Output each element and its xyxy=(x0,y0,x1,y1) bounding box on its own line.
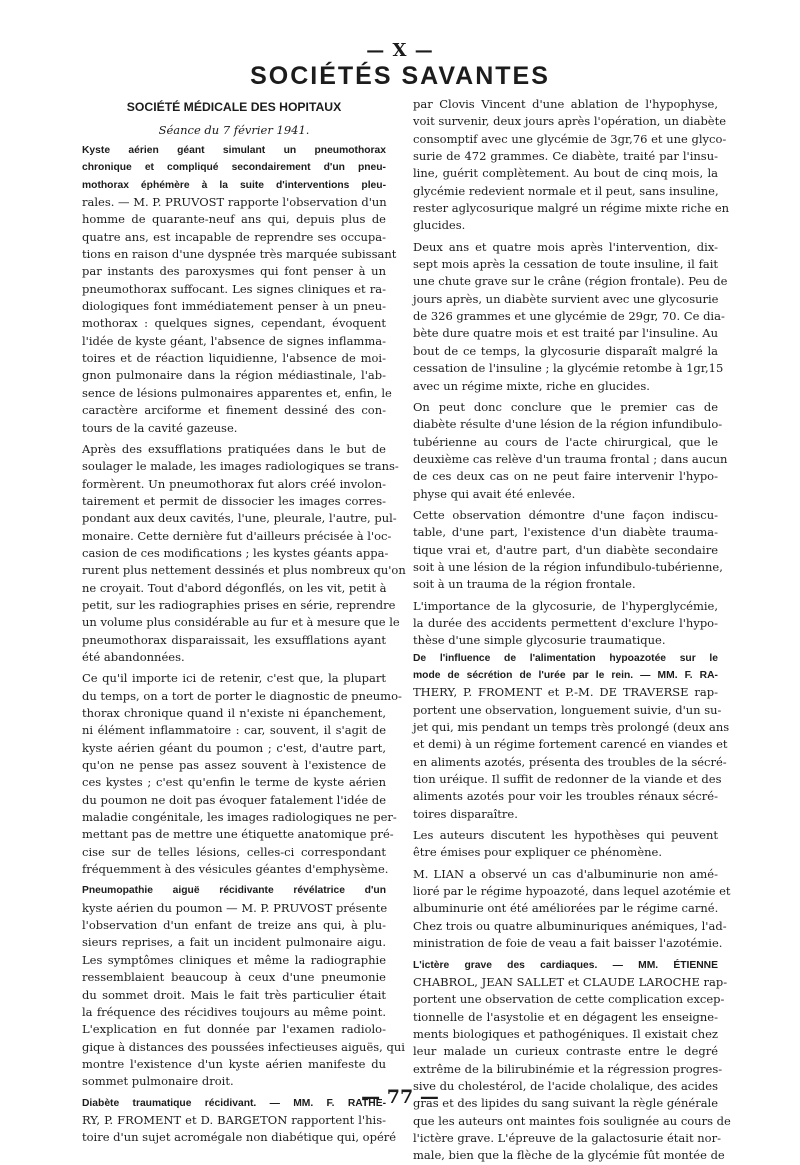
text-line: pondant aux deux cavités, l'une, pleurale, l'autre, pul- xyxy=(82,511,397,526)
text-line: du sommet droit. Mais le fait très particulier était xyxy=(82,987,386,1002)
right-column xyxy=(413,96,731,1165)
text-line: ministration de foie de veau a fait baisser l'azotémie. xyxy=(413,936,723,951)
text-line: fréquemment à des vésicules géantes d'emphysème. xyxy=(82,862,389,877)
text-line: soit à une lésion de la région infundibulo-tubérienne, xyxy=(413,559,723,574)
page-title: SOCIÉTÉS SAVANTES xyxy=(250,62,550,90)
text-line: casion de ces modifications ; les kystes géants appa- xyxy=(82,545,389,560)
text-line: la fréquence des récidives toujours au même point. xyxy=(82,1004,386,1019)
text-line: tours de la cavité gazeuse. xyxy=(82,420,238,435)
text-line: maladie congénitale, les images radiologiques ne per- xyxy=(82,810,397,825)
text-line: l'observation d'un enfant de treize ans qui, à plu- xyxy=(82,918,386,933)
text-line: gique à distances des poussées infectieuses aiguës, qui xyxy=(82,1039,405,1054)
text-line: jours après, un diabète survient avec une glycosurie xyxy=(413,291,719,306)
text-line: l'ictère grave. L'épreuve de la galactosurie était nor- xyxy=(413,1130,721,1145)
text-line: thèse d'une simple glycosurie traumatique. xyxy=(413,633,666,648)
text-line: montre l'existence d'un kyste aérien manifeste du xyxy=(82,1056,386,1071)
text-line: tionnelle de l'asystolie et en dégagent les enseigne- xyxy=(413,1009,718,1024)
text-line: kyste aérien du poumon — M. P. PRUVOST présente xyxy=(82,900,388,915)
text-line: portent une observation, longuement suivie, d'un su- xyxy=(413,702,722,717)
text-line: en aliments azotés, présenta des troubles de la sécré- xyxy=(413,754,727,769)
text-line: sieurs reprises, a fait un incident pulmonaire aigu. xyxy=(82,935,386,950)
text-line: Les auteurs discutent les hypothèses qui peuvent xyxy=(413,828,718,843)
text-line: toires disparaître. xyxy=(413,806,518,821)
text-line: tairement et permit de dissocier les images corres- xyxy=(82,493,386,508)
text-line: tubérienne au cours de l'acte chirurgical, que le xyxy=(413,434,718,449)
text-line: la durée des accidents permettent d'exclure l'hypo- xyxy=(413,615,718,630)
text-line: Chez trois ou quatre albuminuriques anémiques, l'ad- xyxy=(413,918,727,933)
text-line: tions en raison d'une dyspnée très marquée subissant xyxy=(82,247,397,262)
text-line: être émises pour expliquer ce phénomène. xyxy=(413,845,663,860)
text-line: rurent plus nettement dessinés et plus nombreux qu'on xyxy=(82,563,406,578)
text-line: rales. — M. P. PRUVOST rapporte l'observation d'un xyxy=(82,195,387,210)
text-line: par Clovis Vincent d'une ablation de l'hypophyse, xyxy=(413,97,718,111)
text-line: voit survenir, deux jours après l'opération, un diabète xyxy=(413,114,727,129)
text-line: de 326 grammes et une glycémie de 29gr, 70. Ce dia- xyxy=(413,309,725,324)
text-line: du temps, on a tort de porter le diagnostic de pneumo- xyxy=(82,688,402,703)
text-line: mothorax : quelques signes, cependant, évoquent xyxy=(82,316,386,331)
text-line: table, d'une part, l'existence d'un diabète trauma- xyxy=(413,525,718,540)
text-line: M. LIAN a observé un cas d'albuminurie non amé- xyxy=(413,866,718,881)
text-line: monaire. Cette dernière fut d'ailleurs précisée à l'oc- xyxy=(82,528,392,543)
text-line: diabète résulte d'une lésion de la région infundibulo- xyxy=(413,417,723,432)
text-line: consomptif avec une glycémie de 3gr,76 et une glyco- xyxy=(413,131,727,146)
text-line: pneumothorax disparaissait, les exsufflations ayant xyxy=(82,632,386,647)
text-line: RY, P. FROMENT et D. BARGETON rapportent l'his- xyxy=(82,1112,386,1127)
text-line: lioré par le régime hypoazoté, dans lequel azotémie et xyxy=(413,884,731,899)
text-line: THERY, P. FROMENT et P.-M. DE TRAVERSE rap- xyxy=(413,685,718,700)
text-line: albuminurie ont été améliorées par le régime carné. xyxy=(413,901,719,916)
text-line: sive du cholestérol, de l'acide cholalique, des acides xyxy=(413,1078,718,1093)
text-line: gnon pulmonaire dans la région médiastinale, l'ab- xyxy=(82,368,386,383)
text-line: petit, sur les radiographies prises en série, reprendre xyxy=(82,597,396,612)
text-line: qu'on ne pense pas assez souvent à l'existence de xyxy=(82,758,386,773)
text-line: cessation de l'insuline ; la glycémie retombe à 1gr,15 xyxy=(413,361,724,376)
text-line: Deux ans et quatre mois après l'intervention, dix- xyxy=(413,239,718,254)
text-line: mettant pas de mettre une étiquette anatomique pré- xyxy=(82,827,394,842)
section-heading: SOCIÉTÉ MÉDICALE DES HOPITAUX xyxy=(126,100,342,114)
text-line: Après des exsufflations pratiquées dans le but de xyxy=(82,441,386,456)
text-line: ces kystes ; c'est qu'enfin le terme de kyste aérien xyxy=(82,775,386,790)
text-line: glucides. xyxy=(413,218,466,233)
text-line: que les auteurs ont maintes fois soulignée au cours de xyxy=(413,1113,731,1128)
text-line: diologiques font immédiatement penser à un pneu- xyxy=(82,299,386,314)
text-line: Les symptômes cliniques et même la radiographie xyxy=(82,952,386,967)
text-line: mode de sécrétion de l'urée par le rein. — MM. F. RA- xyxy=(413,670,718,681)
session-date: Séance du 7 février 1941. xyxy=(158,123,310,137)
text-line: avec un régime mixte, riche en glucides. xyxy=(413,378,650,393)
text-line: Diabète traumatique récidivant. — MM. F. RATHE- xyxy=(82,1097,386,1109)
text-line: Ce qu'il importe ici de retenir, c'est que, la plupart xyxy=(82,671,386,686)
text-line: deuxième cas relève d'un trauma frontal ; dans aucun xyxy=(413,451,728,466)
text-line: un volume plus considérable au fur et à mesure que le xyxy=(82,615,400,630)
text-line: L'ictère grave des cardiaques. — MM. ÉTIENNE xyxy=(413,959,718,971)
text-line: sept mois après la cessation de toute insuline, il fait xyxy=(413,257,718,272)
text-line: tique vrai et, d'autre part, d'un diabète secondaire xyxy=(413,542,718,557)
page-number: — 77 — xyxy=(361,1086,439,1108)
text-line: de ces deux cas on ne peut faire intervenir l'hypo- xyxy=(413,469,718,484)
text-line: extrême de la bilirubinémie et la régression progres- xyxy=(413,1061,723,1076)
text-line: portent une observation de cette complication excep- xyxy=(413,992,725,1007)
text-line: Pneumopathie aiguë récidivante révélatrice d'un xyxy=(82,885,386,897)
text-line: et demi) à un régime fortement carencé en viandes et xyxy=(413,737,728,752)
text-line: du poumon ne doit pas évoquer fatalement l'idée de xyxy=(82,792,386,807)
text-line: On peut donc conclure que le premier cas de xyxy=(413,399,718,414)
text-line: L'importance de la glycosurie, de l'hyperglycémie, xyxy=(413,598,718,613)
text-line: jet qui, mis pendant un temps très prolongé (deux ans xyxy=(413,720,730,735)
text-line: line, guérit complètement. Au bout de cinq mois, la xyxy=(413,166,718,181)
text-line: formèrent. Un pneumothorax fut alors créé involon- xyxy=(82,476,386,491)
right-column-text xyxy=(413,96,731,1165)
text-line: soulager le malade, les images radiologiques se trans- xyxy=(82,459,399,474)
text-line: rester aglycosurique malgré un régime mixte riche en xyxy=(413,201,730,216)
text-line: Cette observation démontre d'une façon indiscu- xyxy=(413,507,718,522)
text-line: CHABROL, JEAN SALLET et CLAUDE LAROCHE rap- xyxy=(413,974,728,989)
text-line: sommet pulmonaire droit. xyxy=(82,1074,234,1089)
text-line: ni élément inflammatoire : car, souvent, il s'agit de xyxy=(82,723,386,738)
text-line: kyste aérien géant du poumon ; c'est, d'autre part, xyxy=(82,740,386,755)
text-line: physe qui avait été enlevée. xyxy=(413,486,576,501)
text-line: chronique et compliqué secondairement d'un pneu- xyxy=(82,162,386,174)
text-line: ressemblaient beaucoup à ceux d'une pneumonie xyxy=(82,970,386,985)
text-line: été abandonnées. xyxy=(82,649,185,664)
text-line: leur malade un curieux contraste entre le degré xyxy=(413,1044,718,1059)
text-line: l'idée de kyste géant, l'absence de signes inflamma- xyxy=(82,333,386,348)
text-line: quatre ans, est incapable de reprendre ses occupa- xyxy=(82,229,386,244)
section-number: — X — xyxy=(366,40,434,61)
text-line: ne croyait. Tout d'abord dégonflés, on les vit, petit à xyxy=(82,580,387,595)
text-line: bète dure quatre mois et est traité par l'insuline. Au xyxy=(413,326,718,341)
text-line: cise sur de telles lésions, celles-ci correspondant xyxy=(82,844,386,859)
text-line: toires et de réaction liquidienne, l'absence de moi- xyxy=(82,351,386,366)
text-line: pneumothorax suffocant. Les signes cliniques et ra- xyxy=(82,281,386,296)
text-line: gras et des lipides du sang suivant la règle générale xyxy=(413,1096,719,1111)
text-line: sence de lésions pulmonaires apparentes et, enfin, le xyxy=(82,385,392,400)
text-line: caractère arciforme et finement dessiné des con- xyxy=(82,403,386,418)
text-line: male, bien que la flèche de la glycémie fût montée de xyxy=(413,1148,725,1163)
text-line: glycémie redevient normale et il peut, sans insuline, xyxy=(413,183,719,198)
text-line: par instants des paroxysmes qui font penser à un xyxy=(82,264,386,279)
text-line: L'explication en fut donnée par l'examen radiolo- xyxy=(82,1022,386,1037)
text-line: une chute grave sur le crâne (région frontale). Peu de xyxy=(413,274,728,289)
text-line: aliments azotés pour voir les troubles rénaux sécré- xyxy=(413,789,718,804)
text-line: De l'influence de l'alimentation hypoazotée sur le xyxy=(413,652,718,664)
text-line: Kyste aérien géant simulant un pneumothorax xyxy=(82,145,386,156)
text-line: tion uréique. Il suffit de redonner de la viande et des xyxy=(413,772,722,787)
text-line: ments biologiques et pathogéniques. Il existait chez xyxy=(413,1026,718,1041)
text-line: soit à un trauma de la région frontale. xyxy=(413,577,636,592)
text-line: toire d'un sujet acromégale non diabétique qui, opéré xyxy=(82,1130,397,1145)
text-line: surie de 472 grammes. Ce diabète, traité par l'insu- xyxy=(413,149,718,164)
text-line: mothorax éphémère à la suite d'interventions pleu- xyxy=(82,179,386,191)
text-line: homme de quarante-neuf ans qui, depuis plus de xyxy=(82,212,386,227)
text-line: bout de ce temps, la glycosurie disparaît malgré la xyxy=(413,343,718,358)
text-line: thorax chronique quand il n'existe ni épanchement, xyxy=(82,706,386,720)
